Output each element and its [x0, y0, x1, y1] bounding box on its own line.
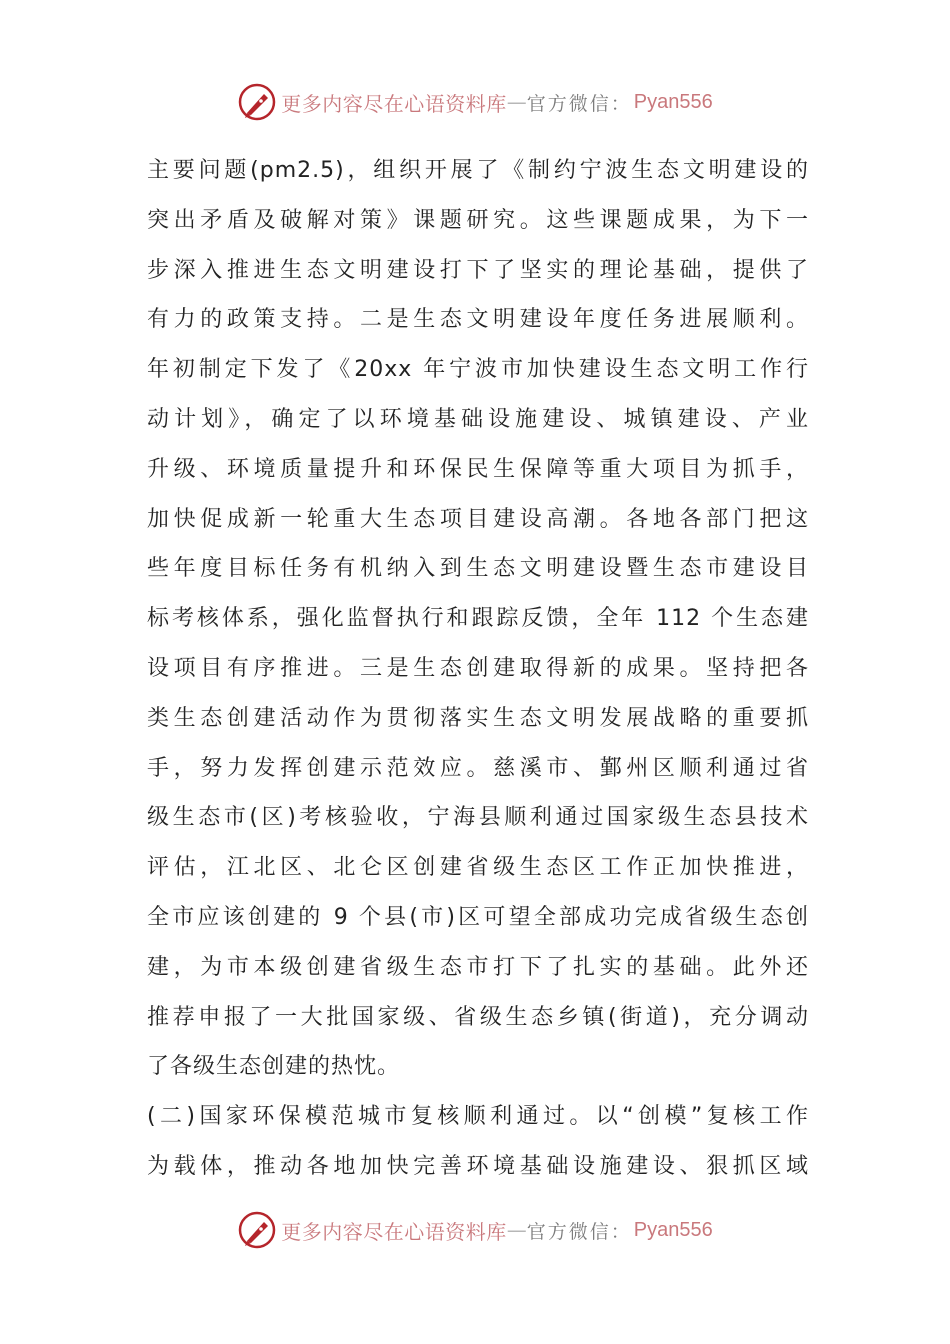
banner-site-text: 更多内容尽在心语资料库: [281, 1219, 507, 1244]
text-line: 为载体，推动各地加快完善环境基础设施建设、狠抓区域: [147, 1153, 809, 1179]
footer-banner: [0, 1208, 950, 1252]
banner-contact-label: 官方微信：: [526, 92, 632, 115]
pen-nib-logo-icon: [237, 82, 277, 122]
text-line: 评估，江北区、北仑区创建省级生态区工作正加快推进，: [147, 855, 809, 881]
banner-contact-id: Pyan556: [633, 1218, 713, 1241]
text-line: 年初制定下发了《20xx 年宁波市加快建设生态文明工作行: [147, 357, 809, 383]
text-line: 突出矛盾及破解对策》课题研究。这些课题成果，为下一: [147, 207, 809, 233]
text-line: 类生态创建活动作为贯彻落实生态文明发展战略的重要抓: [147, 705, 809, 731]
text-line: 级生态市(区)考核验收，宁海县顺利通过国家级生态县技术: [147, 805, 809, 831]
text-line: 了各级生态创建的热忱。: [147, 1054, 401, 1080]
document-body: [147, 146, 809, 1192]
header-banner: [0, 80, 950, 124]
text-line: 主要问题(pm2.5)，组织开展了《制约宁波生态文明建设的: [147, 158, 809, 183]
text-line: 设项目有序推进。三是生态创建取得新的成果。坚持把各: [147, 655, 809, 681]
pen-nib-logo-icon: [237, 1210, 277, 1250]
banner-separator: —: [506, 1218, 527, 1242]
text-line: 标考核体系，强化监督执行和跟踪反馈，全年 112 个生态建: [147, 606, 809, 632]
text-line: (二)国家环保模范城市复核顺利通过。以“创模”复核工作: [147, 1104, 809, 1130]
banner-separator: —: [506, 90, 527, 114]
banner-contact-id: Pyan556: [633, 90, 713, 113]
banner-contact-label: 官方微信：: [526, 1220, 632, 1243]
text-line: 全市应该创建的 9 个县(市)区可望全部成功完成省级生态创: [147, 904, 809, 930]
text-line: 建，为市本级创建省级生态市打下了扎实的基础。此外还: [147, 954, 809, 980]
text-line: 推荐申报了一大批国家级、省级生态乡镇(街道)，充分调动: [147, 1004, 809, 1030]
banner-site-text: 更多内容尽在心语资料库: [281, 91, 507, 116]
text-line: 加快促成新一轮重大生态项目建设高潮。各地各部门把这: [147, 506, 809, 532]
text-line: 些年度目标任务有机纳入到生态文明建设暨生态市建设目: [147, 556, 809, 582]
text-line: 升级、环境质量提升和环保民生保障等重大项目为抓手，: [147, 456, 809, 482]
text-line: 步深入推进生态文明建设打下了坚实的理论基础，提供了: [147, 257, 809, 283]
text-line: 动计划》，确定了以环境基础设施建设、城镇建设、产业: [147, 406, 809, 432]
text-line: 手，努力发挥创建示范效应。慈溪市、鄞州区顺利通过省: [147, 755, 809, 781]
text-line: 有力的政策支持。二是生态文明建设年度任务进展顺利。: [147, 307, 809, 333]
